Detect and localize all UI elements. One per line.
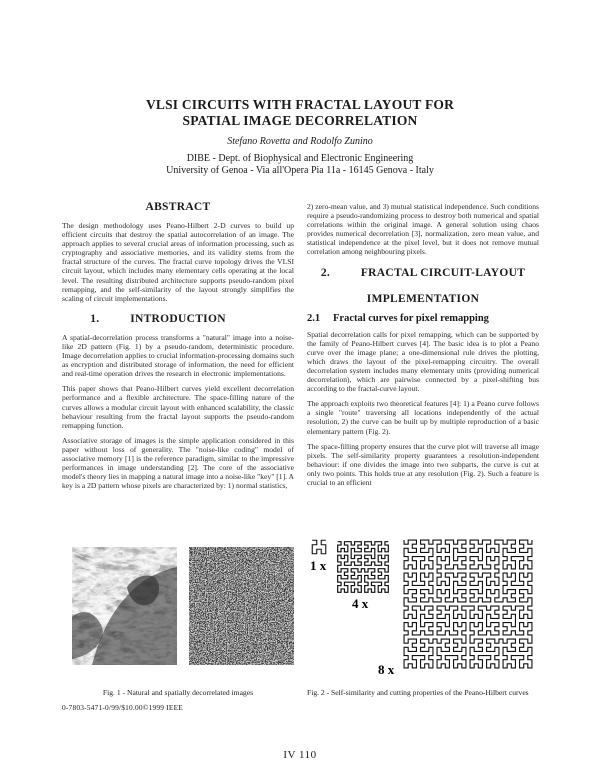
- section2-number: 2.: [320, 266, 331, 279]
- fig2-label-1x: 1 x: [310, 558, 327, 573]
- section2-paragraph-3: The space-filling property ensures that the curve plot will traverse all image pixels. The self-similarity property guarantees a resolution-independent behaviour: if one divides the image into two subparts, the curve is cut at only two points. This holds true at any resolution (Fig. 2). Such a feature is crucial to an efficient: [307, 441, 539, 487]
- abstract-heading: ABSTRACT: [145, 201, 211, 213]
- introduction-title: INTRODUCTION: [130, 312, 226, 325]
- figure-2-hilbert-curves: [308, 536, 540, 686]
- introduction-heading: [62, 313, 294, 325]
- title-line-2: SPATIAL IMAGE DECORRELATION: [182, 113, 418, 128]
- section2-paragraph-2: The approach exploits two theoretical features [4]: 1) a Peano curve follows a single "route" traversing all locations independently of the actual resolution, 2) the curve can be built up by multiple reproduction of a basic elementary pattern (Fig. 2).: [307, 399, 539, 436]
- title-line-1: VLSI CIRCUITS WITH FRACTAL LAYOUT FOR: [145, 97, 455, 112]
- hilbert-curve-order-8: [404, 540, 532, 668]
- paper-authors: Stefano Rovetta and Rodolfo Zunino: [227, 136, 373, 147]
- section2-paragraph-1: Spatial decorrelation calls for pixel remapping, which can be supported by the family of Peano-Hilbert curves [4]. The basic idea is to plot a Peano curve over the image plane; a one-dimensional rule drives the plotting, which draws the layout of the pixel-remapping circuitry. The overall decorrelation system includes many elementary units (providing numerical decorrelation), which are pairwise connected by a pixel-shifting bus according to the fractal-curve layout.: [307, 329, 539, 394]
- figure-1-images: [72, 547, 294, 665]
- left-column: [62, 201, 294, 496]
- subsection-heading: [307, 313, 539, 324]
- subsection-title: Fractal curves for pixel remapping: [333, 312, 489, 324]
- abstract-text: The design methodology uses Peano-Hilbert 2-D curves to build up efficient circuits that destroy the spatial autocorrelation of an image. The approach applies to several crucial areas of information processing, such as cryptography and associative memories, and its validity stems from the fractal structure of the curves. The fractal curve topology drives the VLSI circuit layout, which includes many elementary cells operating at the local level. The resulting distributed architecture supports pseudo-random pixel remapping, and the self-similarity of the layout strongly simplifies the scaling of circuit implementations.: [62, 221, 294, 303]
- affiliation-line-2: University of Genoa - Via all'Opera Pia 11a - 16145 Genova - Italy: [166, 165, 434, 176]
- isbn-line: 0-7803-5471-0/99/$10.00©1999 IEEE: [62, 703, 184, 712]
- right-column: [307, 202, 539, 493]
- natural-image: [72, 547, 177, 665]
- fig2-label-8x: 8 x: [378, 662, 395, 677]
- introduction-number: 1.: [90, 312, 100, 325]
- hilbert-curve-order-1: [312, 540, 326, 554]
- intro-paragraph-3: Associative storage of images is the simple application considered in this paper without loss of generality. The "noise-like coding" model of associative memory [1] is the reference paradigm, similar to the impressive performances in image understanding [2]. The core of the associative model's theory lies in mapping a natural image into a noise-like "key" [1]. A key is a 2D pattern whose pixels are characterized by: 1) normal statistics,: [62, 435, 294, 491]
- intro-paragraph-1: A spatial-decorrelation process transforms a "natural" image into a noise-like 2D pattern (Fig. 1) by a pseudo-random, deterministic procedure. Image decorrelation applies to crucial information-processing domains such as encryption and distributed storage of information, the need for efficient and real-time operation drives the research in electronic implementations.: [62, 332, 294, 379]
- paper-title: [80, 97, 520, 129]
- page-number: IV 110: [283, 749, 317, 761]
- section2-heading: [307, 267, 539, 291]
- decorrelated-image: [189, 547, 294, 665]
- affiliation-line-1: DIBE - Dept. of Biophysical and Electronic Engineering: [186, 153, 414, 164]
- hilbert-curve-order-4: [338, 542, 389, 593]
- section2-title-line-2: IMPLEMENTATION: [366, 292, 480, 305]
- paper-affiliation: [80, 153, 520, 177]
- subsection-number: 2.1: [307, 312, 321, 324]
- fig2-label-4x: 4 x: [352, 596, 369, 611]
- figure-2-caption: Fig. 2 - Self-similarity and cutting properties of the Peano-Hilbert curves: [307, 688, 529, 697]
- figure-1: [72, 547, 294, 665]
- right-continuation-paragraph: 2) zero-mean value, and 3) mutual statistical independence. Such conditions require a pseudo-randomizing process to destroy both numerical and spatial correlations within the original image. A general solution using chaos provides numerical decorrelation [3], normalization, zero mean value, and statistical independence at the pixel level, but it does not remove mutual correlation among neighbouring pixels.: [307, 202, 539, 257]
- figure-1-caption: Fig. 1 - Natural and spatially decorrelated images: [102, 688, 254, 697]
- section2-title-line-1: FRACTAL CIRCUIT-LAYOUT: [360, 266, 526, 279]
- intro-paragraph-2: This paper shows that Peano-Hilbert curves yield excellent decorrelation performance and a flexible architecture. The space-filling nature of the curves allows a modular circuit layout with enhanced scalability, the classic behaviour resulting from the fractal layout supports the pseudo-random remapping function.: [62, 384, 294, 430]
- figure-2: [308, 536, 540, 686]
